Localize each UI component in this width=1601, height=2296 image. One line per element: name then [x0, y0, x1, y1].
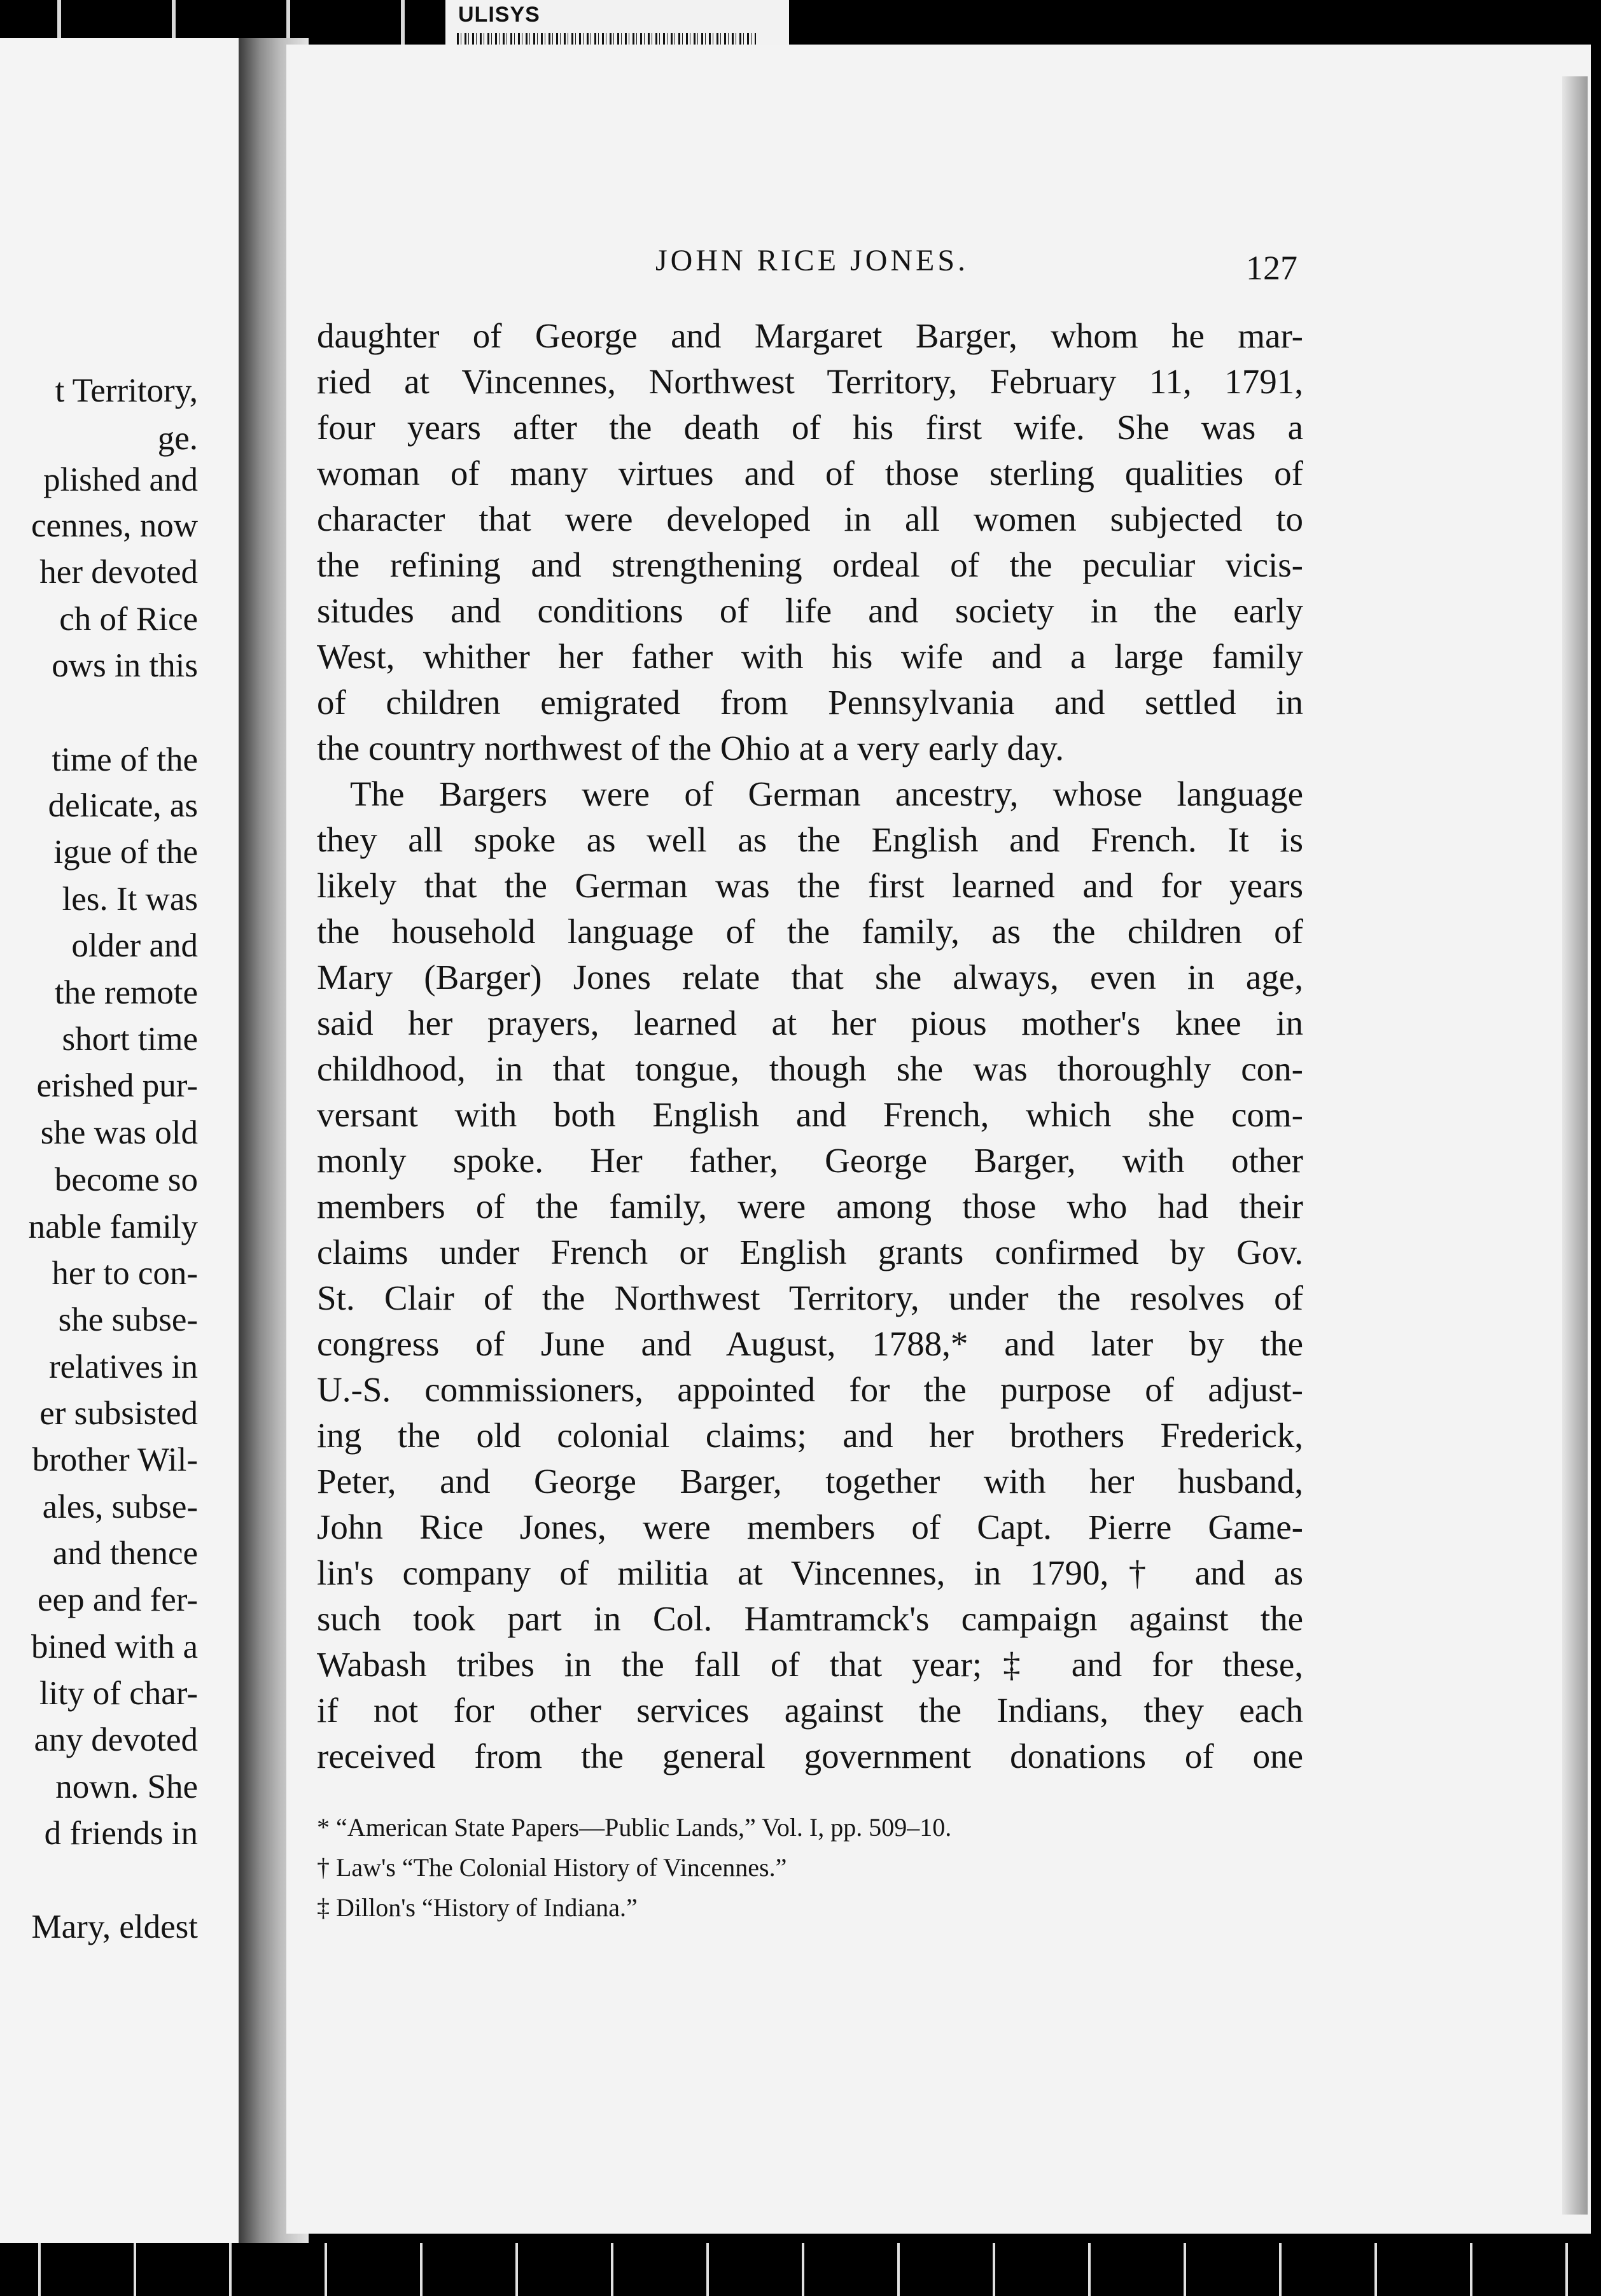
body-line: St. Clair of the Northwest Territory, under the resolves of [317, 1278, 1303, 1317]
previous-page-line: and thence [52, 1535, 198, 1572]
body-line: such took part in Col. Hamtramck's campaign against the [317, 1599, 1303, 1638]
body-line: if not for other services against the Indians, they each [317, 1691, 1303, 1730]
previous-page-line: ch of Rice [59, 601, 198, 638]
previous-page-line: relatives in [49, 1348, 198, 1385]
previous-page-line: time of the [52, 741, 198, 778]
previous-page-line: nown. She [55, 1768, 198, 1805]
previous-page-line: brother Wil- [32, 1441, 198, 1478]
body-line: likely that the German was the first learned and for years [317, 866, 1303, 905]
previous-page-line: she subse- [58, 1301, 198, 1338]
previous-page-line: she was old [40, 1114, 198, 1151]
previous-page-line: lity of char- [39, 1675, 198, 1712]
body-line: the household language of the family, as the children of [317, 912, 1303, 951]
body-line: the country northwest of the Ohio at a very early day. [317, 729, 1064, 767]
body-line: character that were developed in all women subjected to [317, 500, 1303, 538]
previous-page-line: become so [54, 1161, 198, 1198]
body-line: ing the old colonial claims; and her brothers Frederick, [317, 1416, 1303, 1455]
previous-page [0, 38, 239, 2243]
body-line: West, whither her father with his wife and a large family [317, 637, 1303, 676]
body-line: lin's company of militia at Vincennes, in 1790,† and as [317, 1553, 1303, 1592]
body-line: congress of June and August, 1788,* and later by the [317, 1324, 1303, 1363]
body-line: ried at Vincennes, Northwest Territory, February 11, 1791, [317, 362, 1303, 401]
previous-page-line: ge. [157, 420, 198, 457]
previous-page-line: cennes, now [31, 507, 198, 544]
page-edge [1562, 76, 1588, 2215]
body-line: woman of many virtues and of those sterling qualities of [317, 454, 1303, 493]
footnote: † Law's “The Colonial History of Vincennes.” [317, 1853, 787, 1882]
previous-page-line: ales, subse- [42, 1488, 198, 1525]
body-line: John Rice Jones, were members of Capt. Pierre Game- [317, 1508, 1303, 1546]
body-line: members of the family, were among those who had their [317, 1187, 1303, 1226]
previous-page-line: les. It was [62, 881, 198, 918]
page-number: 127 [1246, 249, 1297, 287]
body-line: childhood, in that tongue, though she was thoroughly con- [317, 1049, 1303, 1088]
previous-page-line: nable family [28, 1208, 198, 1245]
body-line: Peter, and George Barger, together with her husband, [317, 1462, 1303, 1501]
library-label [445, 0, 789, 50]
body-line: the refining and strengthening ordeal of the peculiar vicis- [317, 545, 1303, 584]
previous-page-line: her to con- [52, 1255, 198, 1292]
previous-page-line: bined with a [31, 1628, 198, 1665]
body-line: situdes and conditions of life and society in the early [317, 591, 1303, 630]
body-line: received from the general government donations of one [317, 1737, 1303, 1775]
previous-page-line: erished pur- [36, 1067, 198, 1104]
previous-page-line: delicate, as [48, 787, 198, 824]
previous-page-line: older and [71, 927, 198, 964]
previous-page-line: her devoted [39, 554, 198, 591]
previous-page-line: ows in this [52, 647, 198, 684]
body-line: Mary (Barger) Jones relate that she always, even in age, [317, 958, 1303, 997]
previous-page-line: any devoted [34, 1721, 198, 1758]
body-line: of children emigrated from Pennsylvania and settled in [317, 683, 1303, 722]
scan-edge-bottom [0, 2243, 1601, 2296]
body-line: versant with both English and French, which she com- [317, 1095, 1303, 1134]
running-head: JOHN RICE JONES. [655, 244, 969, 277]
previous-page-line: er subsisted [39, 1395, 198, 1432]
footnote: * “American State Papers—Public Lands,” Vol. I, pp. 509–10. [317, 1813, 952, 1842]
body-line: daughter of George and Margaret Barger, whom he mar- [317, 316, 1303, 355]
body-line: claims under French or English grants confirmed by Gov. [317, 1233, 1303, 1271]
body-line: four years after the death of his first wife. She was a [317, 408, 1303, 447]
body-line: The Bargers were of German ancestry, whose language [350, 774, 1303, 813]
previous-page-line: short time [62, 1021, 198, 1058]
previous-page-line: t Territory, [55, 372, 198, 409]
previous-page-line: the remote [54, 974, 198, 1011]
previous-page-line: eep and fer- [38, 1581, 198, 1618]
body-line: they all spoke as well as the English and French. It is [317, 820, 1303, 859]
barcode [457, 33, 756, 45]
library-label-text: ULISYS [458, 3, 540, 27]
previous-page-line: igue of the [53, 834, 198, 871]
body-line: said her prayers, learned at her pious mother's knee in [317, 1004, 1303, 1042]
body-line: monly spoke. Her father, George Barger, with other [317, 1141, 1303, 1180]
previous-page-line: d friends in [44, 1815, 198, 1852]
previous-page-line: Mary, eldest [31, 1908, 198, 1945]
footnote: ‡ Dillon's “History of Indiana.” [317, 1893, 638, 1922]
body-line: U.-S. commissioners, appointed for the purpose of adjust- [317, 1370, 1303, 1409]
previous-page-line: plished and [43, 461, 198, 498]
body-line: Wabash tribes in the fall of that year;‡ and for these, [317, 1645, 1303, 1684]
